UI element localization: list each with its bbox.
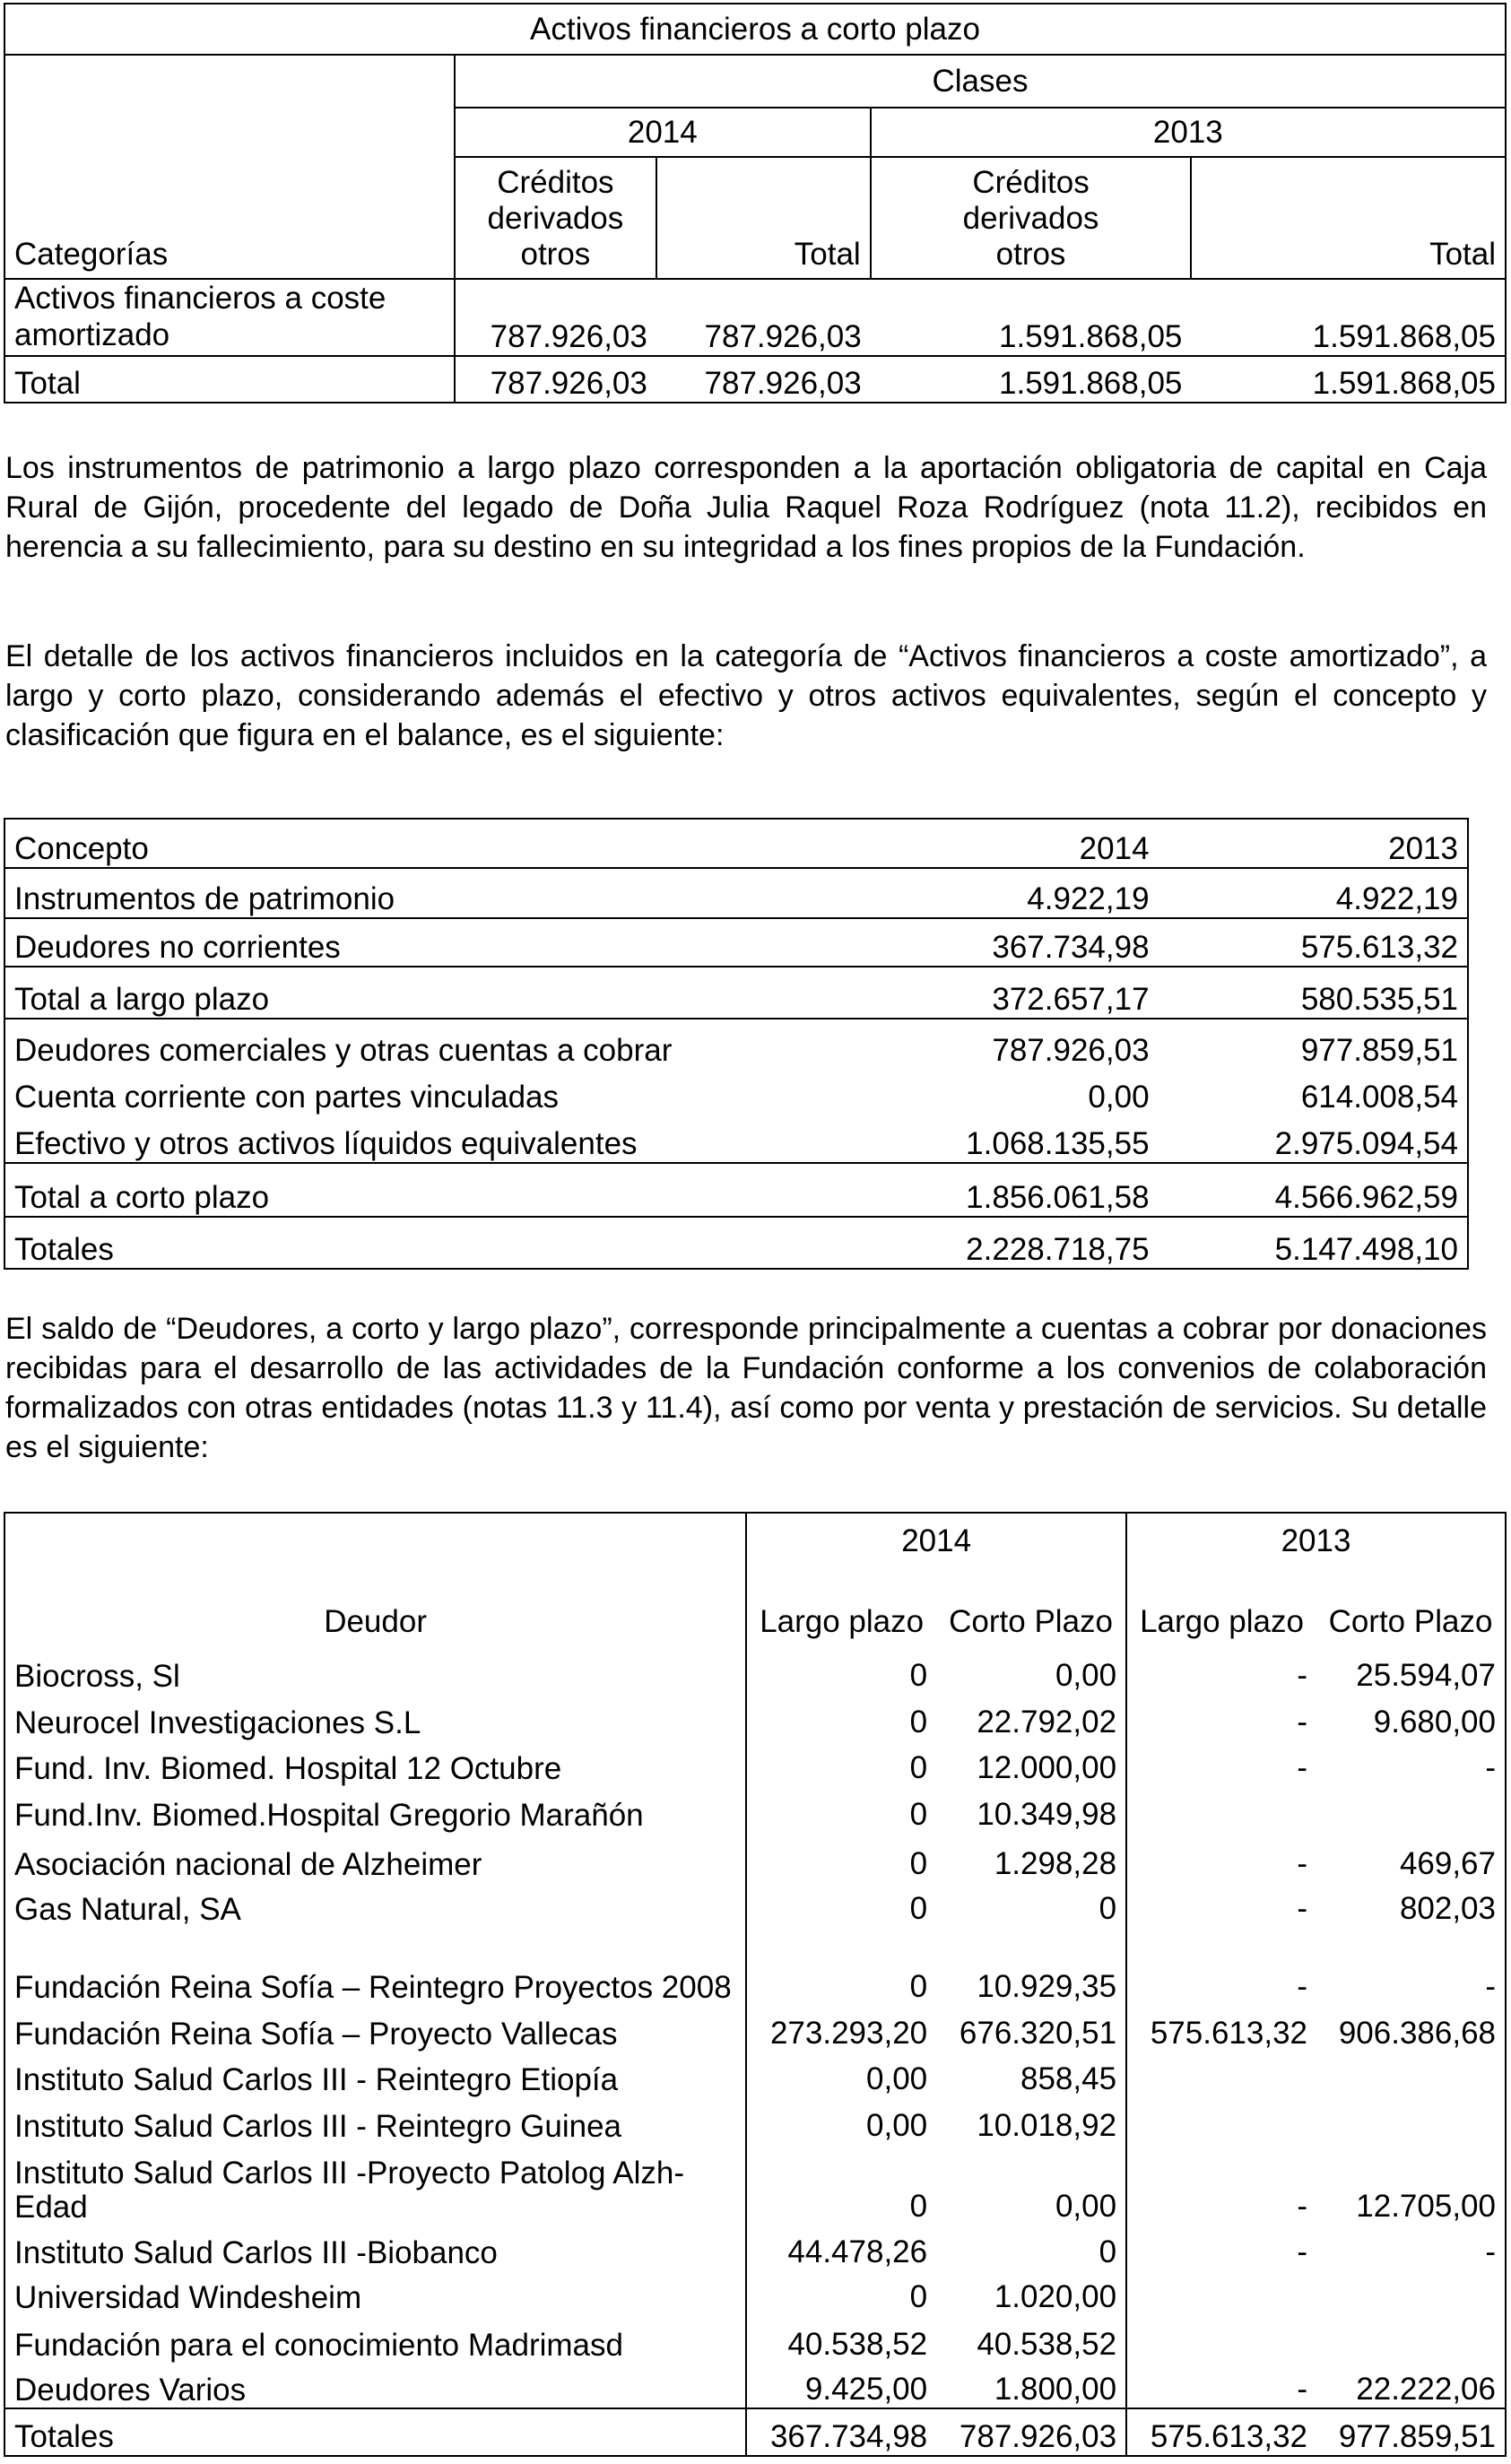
year-2014-header: 2014 (746, 1513, 1126, 1559)
cell-value: 580.535,51 (1159, 967, 1468, 1019)
cell-value: 1.591.868,05 (1191, 356, 1506, 403)
table-concepto (4, 818, 1469, 1270)
cell-value: 0 (936, 2225, 1126, 2270)
cell-value: 12.000,00 (936, 1740, 1126, 1786)
row-label: Fund.Inv. Biomed.Hospital Gregorio Marañón (4, 1786, 746, 1833)
corto-plazo-2014-header: Corto Plazo (936, 1559, 1126, 1645)
cell-value (1126, 2315, 1316, 2363)
row-label: Deudores no corrientes (4, 918, 864, 967)
table-activos-corto-plazo (4, 3, 1507, 403)
table-row (4, 2315, 1506, 2363)
row-label: Fund. Inv. Biomed. Hospital 12 Octubre (4, 1740, 746, 1786)
row-label: Efectivo y otros activos líquidos equivalentes (4, 1115, 864, 1163)
row-label: Activos financieros a coste amortizado (4, 279, 455, 356)
cell-value: 1.591.868,05 (1191, 279, 1506, 356)
table-row (4, 1019, 1468, 1069)
cell-value: 367.734,98 (864, 918, 1159, 967)
cell-value: 25.594,07 (1316, 1645, 1506, 1694)
row-label: Fundación Reina Sofía – Proyecto Vallecas (4, 2005, 746, 2052)
table-row (4, 2270, 1506, 2315)
cell-value: 2.975.094,54 (1159, 1115, 1468, 1163)
cell-value: 787.926,03 (656, 279, 871, 356)
cell-value: 2.228.718,75 (864, 1217, 1159, 1269)
paragraph-detalle: El detalle de los activos financieros incluidos en la categoría de “Activos financieros a coste amortizado”, a largo y corto plazo, considerando además el efectivo y otros activos equivalentes, según el concepto y clasificación que figura en el balance, es el siguiente: (5, 639, 1487, 752)
cell-value: 977.859,51 (1159, 1019, 1468, 1069)
table-row (4, 1163, 1468, 1217)
cell-value: 575.613,32 (1159, 918, 1468, 967)
cell-value (1316, 2052, 1506, 2097)
cell-value: 787.926,03 (864, 1019, 1159, 1069)
row-label: Gas Natural, SA (4, 1882, 746, 1927)
col-creditos-2013: Créditos derivados otros (871, 157, 1192, 279)
cell-value: 1.298,28 (936, 1833, 1126, 1882)
cell-value (1316, 2270, 1506, 2315)
cell-value: 787.926,03 (656, 356, 871, 403)
cell-value: 0 (909, 1658, 928, 1693)
cell-value: 0,00 (1088, 1080, 1150, 1115)
deudor-header: Deudor (4, 1513, 746, 1645)
cell-value: 4.566.962,59 (1159, 1163, 1468, 1217)
cell-value: 0,00 (866, 2061, 928, 2096)
clases-header: Clases (455, 55, 1506, 108)
cell-value: 0 (909, 1750, 928, 1785)
table-row (4, 868, 1468, 918)
cell-value: 22.792,02 (936, 1694, 1126, 1740)
cell-value: 575.613,32 (1150, 2419, 1307, 2454)
cell-value: - (1297, 1891, 1307, 1926)
table-row (4, 1786, 1506, 1833)
cell-value: 0,00 (936, 2144, 1126, 2225)
table-row (4, 1069, 1468, 1115)
cell-value (1316, 1786, 1506, 1833)
row-label: Instituto Salud Carlos III -Biobanco (4, 2225, 746, 2270)
cell-value: 10.929,35 (936, 1927, 1126, 2005)
row-label: Instituto Salud Carlos III -Proyecto Patolog Alzh-Edad (4, 2144, 746, 2225)
cell-value: - (1316, 1927, 1506, 2005)
cell-value: 676.320,51 (936, 2005, 1126, 2052)
cell-value: 273.293,20 (769, 2016, 928, 2051)
cell-value: - (1297, 2189, 1307, 2224)
cell-value: 9.425,00 (804, 2372, 928, 2407)
table-row (4, 356, 1506, 403)
cell-value: 575.613,32 (1150, 2016, 1307, 2051)
cell-value: - (1316, 2225, 1506, 2270)
table-deudores (4, 1512, 1507, 2457)
concepto-header: Concepto (4, 819, 864, 868)
cell-value (1126, 2097, 1316, 2144)
cell-value: 40.538,52 (787, 2327, 928, 2362)
cell-value: 5.147.498,10 (1159, 1217, 1468, 1269)
cell-value: 10.018,92 (936, 2097, 1126, 2144)
cell-value: 12.705,00 (1316, 2144, 1506, 2225)
corto-plazo-2013-header: Corto Plazo (1316, 1559, 1506, 1645)
cell-value: 0 (909, 1891, 928, 1926)
cell-value: 1.591.868,05 (871, 279, 1192, 356)
cell-value (1126, 1786, 1316, 1833)
cell-value: 367.734,98 (769, 2419, 928, 2454)
cell-value: 0,00 (866, 2108, 928, 2143)
year-2014-header: 2014 (455, 108, 871, 157)
cell-value: - (1297, 1658, 1307, 1693)
cell-value: 614.008,54 (1159, 1069, 1468, 1115)
row-label: Totales (4, 2408, 746, 2456)
row-label: Biocross, Sl (4, 1645, 746, 1694)
cell-value: - (1297, 2372, 1307, 2407)
col-total-2014: Total (656, 157, 871, 279)
col-creditos-2014: Créditos derivados otros (455, 157, 656, 279)
cell-value: 4.922,19 (864, 868, 1159, 918)
table-row (4, 1645, 1506, 1694)
cell-value: 977.859,51 (1316, 2408, 1506, 2456)
cell-value: 787.926,03 (455, 356, 656, 403)
row-label: Total (4, 356, 455, 403)
table-row (4, 1927, 1506, 2005)
cell-value: 0 (909, 2189, 928, 2224)
row-label: Total a largo plazo (4, 967, 864, 1019)
cell-value: 906.386,68 (1316, 2005, 1506, 2052)
cell-value (1316, 2315, 1506, 2363)
table-row (4, 279, 1506, 356)
largo-plazo-2013-header: Largo plazo (1140, 1604, 1304, 1639)
row-label: Instituto Salud Carlos III - Reintegro Etiopía (4, 2052, 746, 2097)
cell-value: 0 (909, 1705, 928, 1740)
cell-value: - (1297, 2234, 1307, 2269)
table-total-row (4, 2408, 1506, 2456)
table-row (4, 2225, 1506, 2270)
cell-value: 802,03 (1316, 1882, 1506, 1927)
col-total-2013: Total (1191, 157, 1506, 279)
row-label: Instituto Salud Carlos III - Reintegro Guinea (4, 2097, 746, 2144)
table-row (4, 1833, 1506, 1882)
table-row (4, 2005, 1506, 2052)
row-label: Totales (4, 1217, 864, 1269)
year-2013-header: 2013 (871, 108, 1506, 157)
cell-value: - (1297, 1846, 1307, 1881)
cell-value: 1.591.868,05 (871, 356, 1192, 403)
row-label: Fundación Reina Sofía – Reintegro Proyectos 2008 (4, 1927, 746, 2005)
cell-value (1316, 2097, 1506, 2144)
cell-value: 10.349,98 (936, 1786, 1126, 1833)
row-label: Fundación para el conocimiento Madrimasd (4, 2315, 746, 2363)
categorias-header: Categorías (4, 55, 455, 279)
cell-value: 40.538,52 (936, 2315, 1126, 2363)
cell-value: 22.222,06 (1316, 2363, 1506, 2408)
table-row (4, 2052, 1506, 2097)
row-label: Universidad Windesheim (4, 2270, 746, 2315)
paragraph-saldo-deudores: El saldo de “Deudores, a corto y largo plazo”, corresponde principalmente a cuentas a cobrar por donaciones recibidas para el desarrollo de las actividades de la Fundación conforme a los convenios de colaboración formalizados con otras entidades (notas 11.3 y 11.4), así como por venta y prestación de servicios. Su detalle es el siguiente: (5, 1312, 1487, 1464)
row-label: Asociación nacional de Alzheimer (4, 1833, 746, 1882)
paragraph-instrumentos: Los instrumentos de patrimonio a largo plazo corresponden a la aportación obligatoria de capital en Caja Rural de Gijón, procedente del legado de Doña Julia Raquel Roza Rodríguez (nota 11.2), recibidos en herencia a su fallecimiento, para su destino en su integridad a los fines propios de la Fundación. (5, 451, 1487, 564)
row-label: Neurocel Investigaciones S.L (4, 1694, 746, 1740)
cell-value: 1.068.135,55 (966, 1126, 1150, 1161)
cell-value (1126, 2052, 1316, 2097)
row-label: Instrumentos de patrimonio (4, 868, 864, 918)
cell-value: - (1297, 1969, 1307, 2004)
table-row (4, 1882, 1506, 1927)
cell-value: 0 (936, 1882, 1126, 1927)
cell-value: 0 (909, 2279, 928, 2314)
year-2013-header: 2013 (1159, 819, 1468, 868)
cell-value: 858,45 (936, 2052, 1126, 2097)
table-row (4, 967, 1468, 1019)
cell-value: 4.922,19 (1159, 868, 1468, 918)
cell-value: 1.856.061,58 (864, 1163, 1159, 1217)
table-row (4, 918, 1468, 967)
cell-value: 787.926,03 (936, 2408, 1126, 2456)
table-row (4, 2097, 1506, 2144)
row-label: Total a corto plazo (4, 1163, 864, 1217)
cell-value (1126, 2270, 1316, 2315)
cell-value: 787.926,03 (455, 279, 656, 356)
cell-value: 0 (909, 1797, 928, 1832)
table-row (4, 2363, 1506, 2408)
table-row (4, 1115, 1468, 1163)
cell-value: 0 (909, 1969, 928, 2004)
cell-value: 0 (909, 1846, 928, 1881)
cell-value: 1.020,00 (936, 2270, 1126, 2315)
row-label: Deudores comerciales y otras cuentas a cobrar (4, 1019, 864, 1069)
cell-value: 469,67 (1316, 1833, 1506, 1882)
table-row (4, 1217, 1468, 1269)
row-label: Deudores Varios (4, 2363, 746, 2408)
table-row (4, 1694, 1506, 1740)
cell-value: 1.800,00 (936, 2363, 1126, 2408)
cell-value: - (1297, 1705, 1307, 1740)
largo-plazo-2014-header: Largo plazo (760, 1604, 925, 1639)
cell-value: - (1297, 1750, 1307, 1785)
table1-title: Activos financieros a corto plazo (4, 4, 1506, 55)
cell-value: 0,00 (936, 1645, 1126, 1694)
cell-value: 44.478,26 (787, 2234, 928, 2269)
cell-value: 372.657,17 (864, 967, 1159, 1019)
table-row (4, 1740, 1506, 1786)
cell-value: - (1316, 1740, 1506, 1786)
row-label: Cuenta corriente con partes vinculadas (4, 1069, 864, 1115)
year-2013-header: 2013 (1126, 1513, 1506, 1559)
year-2014-header: 2014 (1079, 831, 1150, 866)
cell-value: 9.680,00 (1316, 1694, 1506, 1740)
table-row (4, 2144, 1506, 2225)
